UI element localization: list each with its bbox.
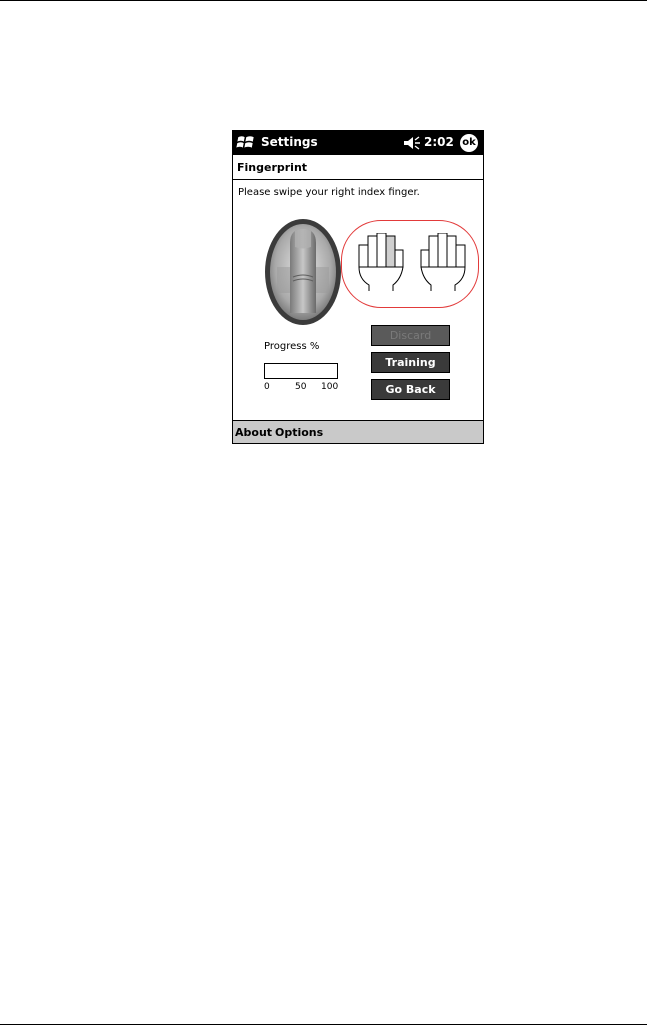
menu-bar [233,420,483,443]
progress-tick-50: 50 [295,382,307,392]
progress-tick-0: 0 [264,382,270,392]
menu-options[interactable]: Options [275,426,324,439]
left-hand-icon[interactable] [358,233,404,291]
menu-about[interactable]: About [235,426,273,439]
windows-start-icon[interactable] [235,133,257,153]
discard-button[interactable]: Discard [371,325,450,346]
go-back-button[interactable]: Go Back [371,379,450,400]
speaker-icon[interactable] [403,136,421,150]
progress-bar [264,363,338,379]
instruction-text: Please swipe your right index finger. [238,187,420,198]
page-bottom-rule [0,1024,647,1025]
ok-button[interactable]: ok [460,134,478,152]
progress-label: Progress % [264,341,320,352]
app-title: Settings [261,135,318,149]
page-top-rule [0,0,647,1]
page-header [233,155,483,180]
training-button[interactable]: Training [371,352,450,373]
pocket-pc-screen [232,130,484,444]
progress-tick-100: 100 [321,382,339,392]
finger-selection-area[interactable] [341,220,479,308]
page-title: Fingerprint [237,161,308,174]
title-bar [233,131,483,155]
right-hand-icon[interactable] [420,233,466,291]
fingerprint-sensor-image [263,217,343,327]
clock[interactable]: 2:02 [424,135,454,149]
